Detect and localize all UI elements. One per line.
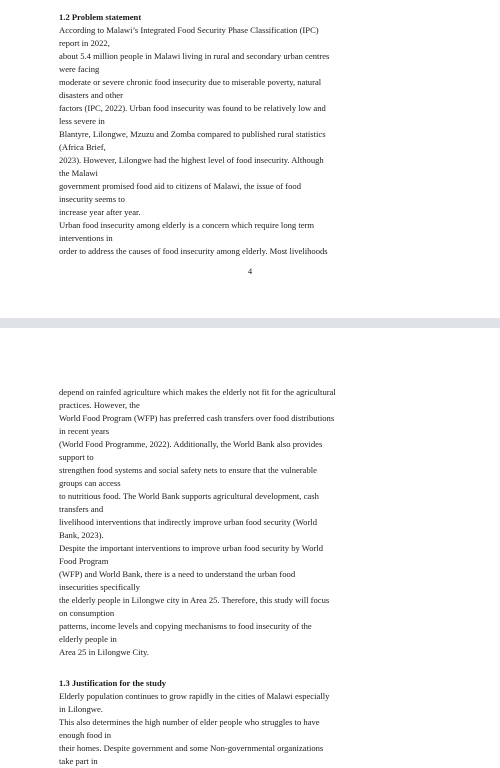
paragraph-spacer	[59, 659, 389, 677]
text-line: less severe in	[59, 116, 105, 126]
text-line: Blantyre, Lilongwe, Mzuzu and Zomba compared to published rural statistics	[59, 129, 326, 139]
document-page-2	[0, 328, 500, 768]
text-line: in recent years	[59, 426, 110, 436]
text-line: take part in	[59, 756, 98, 766]
text-line: were facing	[59, 64, 100, 74]
text-line: According to Malawi’s Integrated Food Security Phase Classification (IPC)	[59, 25, 319, 35]
text-line: order to address the causes of food insecurity among elderly. Most livelihoods	[59, 246, 328, 256]
page-separator	[0, 318, 500, 328]
text-line: about 5.4 million people in Malawi living in rural and secondary urban centres	[59, 51, 330, 61]
text-line: groups can access	[59, 478, 121, 488]
text-line: depend on rainfed agriculture which makes the elderly not fit for the agricultural	[59, 387, 336, 397]
text-line: increase year after year.	[59, 207, 141, 217]
text-line: World Food Program (WFP) has preferred cash transfers over food distributions	[59, 413, 335, 423]
text-line: insecurity seems to	[59, 194, 125, 204]
text-line: report in 2022,	[59, 38, 110, 48]
text-line: government promised food aid to citizens of Malawi, the issue of food	[59, 181, 302, 191]
text-line: the elderly people in Lilongwe city in Area 25. Therefore, this study will focus	[59, 595, 330, 605]
text-line: disasters and other	[59, 90, 123, 100]
text-line: insecurities specifically	[59, 582, 140, 592]
section-heading-problem-statement: 1.2 Problem statement	[59, 12, 142, 22]
text-line: interventions in	[59, 233, 113, 243]
text-line: Urban food insecurity among elderly is a concern which require long term	[59, 220, 315, 230]
text-line: 2023). However, Lilongwe had the highest level of food insecurity. Although	[59, 155, 324, 165]
text-line: elderly people in	[59, 634, 117, 644]
page-number: 4	[247, 266, 253, 276]
page-2-text	[59, 386, 389, 768]
text-line: transfers and	[59, 504, 104, 514]
text-line: their homes. Despite government and some Non-governmental organizations	[59, 743, 324, 753]
text-line: Despite the important interventions to improve urban food security by World	[59, 543, 324, 553]
text-line: factors (IPC, 2022). Urban food insecurity was found to be relatively low and	[59, 103, 326, 113]
text-line: in Lilongwe.	[59, 704, 103, 714]
section-heading-justification: 1.3 Justification for the study	[59, 678, 167, 688]
text-line: the Malawi	[59, 168, 98, 178]
text-line: on consumption	[59, 608, 115, 618]
text-line: Area 25 in Lilongwe City.	[59, 647, 149, 657]
text-line: This also determines the high number of elder people who struggles to have	[59, 717, 320, 727]
page-1-text	[59, 11, 389, 258]
text-line: enough food in	[59, 730, 112, 740]
text-line: (WFP) and World Bank, there is a need to understand the urban food	[59, 569, 296, 579]
text-line: strengthen food systems and social safety nets to ensure that the vulnerable	[59, 465, 317, 475]
text-line: Food Program	[59, 556, 109, 566]
text-line: practices. However, the	[59, 400, 140, 410]
text-line: to nutritious food. The World Bank supports agricultural development, cash	[59, 491, 319, 501]
text-line: (Africa Brief,	[59, 142, 106, 152]
text-line: patterns, income levels and copying mechanisms to food insecurity of the	[59, 621, 312, 631]
text-line: (World Food Programme, 2022). Additionally, the World Bank also provides	[59, 439, 323, 449]
text-line: moderate or severe chronic food insecurity due to miserable poverty, natural	[59, 77, 322, 87]
text-line: Elderly population continues to grow rapidly in the cities of Malawi especially	[59, 691, 330, 701]
document-page-1	[0, 0, 500, 318]
text-line: support to	[59, 452, 94, 462]
text-line: Bank, 2023).	[59, 530, 104, 540]
text-line: livelihood interventions that indirectly improve urban food security (World	[59, 517, 318, 527]
